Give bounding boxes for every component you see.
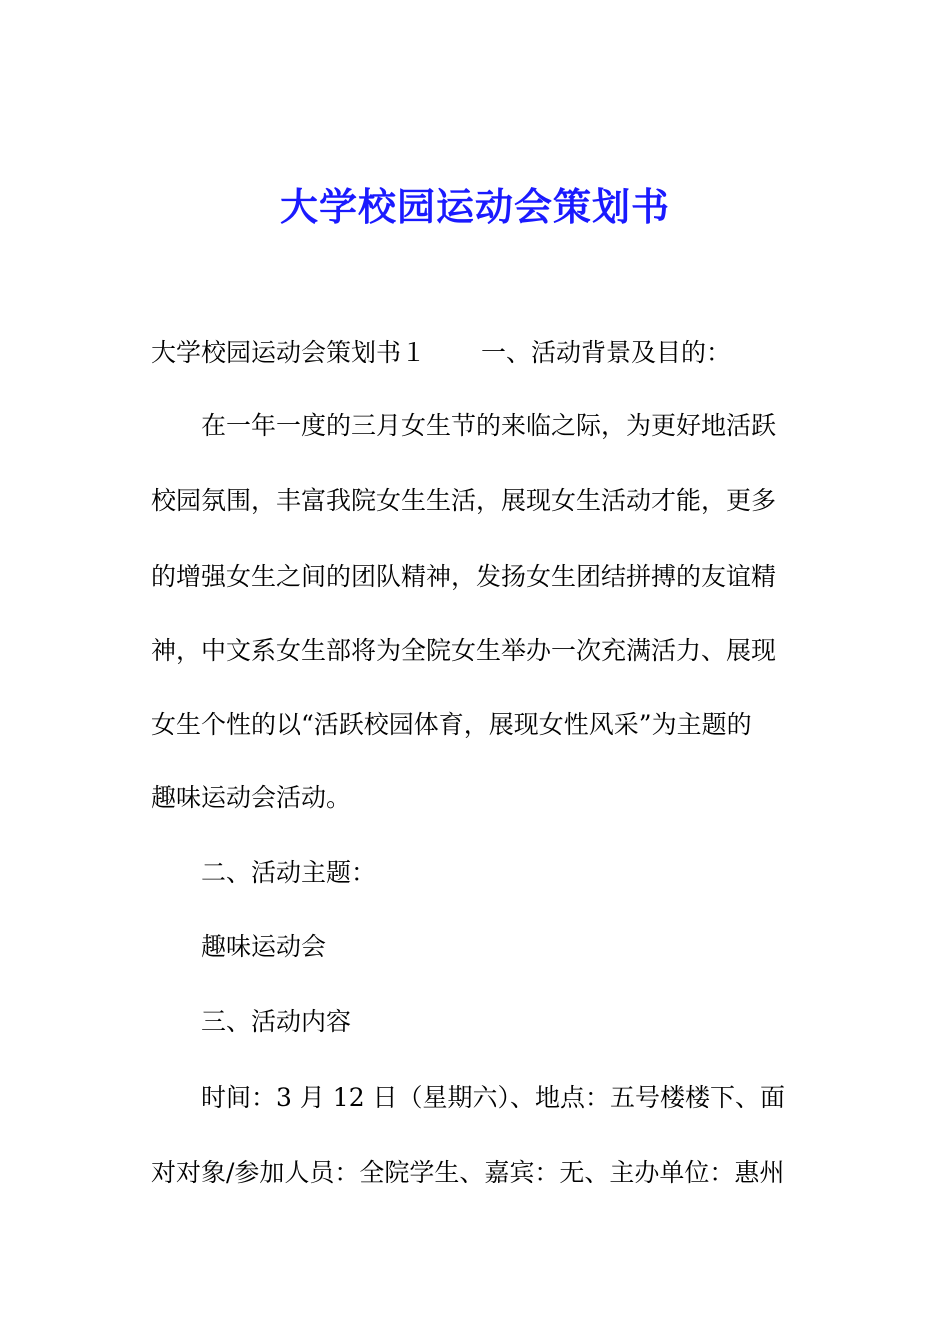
paragraph-line: 神，中文系女生部将为全院女生举办一次充满活力、展现 xyxy=(151,636,777,665)
paragraph-line: 趣味运动会活动。 xyxy=(151,783,352,812)
paragraph-line: 时间：3 月 12 日（星期六）、地点：五号楼楼下、面 xyxy=(201,1083,786,1112)
paragraph-line: 的增强女生之间的团队精神，发扬女生团结拼搏的友谊精 xyxy=(151,562,777,591)
paragraph-line: 女生个性的以“活跃校园体育，展现女性风采”为主题的 xyxy=(151,710,752,739)
section-heading-3: 三、活动内容 xyxy=(201,1007,352,1036)
subtitle-text: 大学校园运动会策划书１ xyxy=(151,338,427,367)
paragraph-line: 对对象/参加人员：全院学生、嘉宾：无、主办单位：惠州 xyxy=(151,1158,785,1187)
paragraph-line: 校园氛围，丰富我院女生生活，展现女生活动才能，更多 xyxy=(151,486,777,515)
section-heading-2: 二、活动主题： xyxy=(201,858,377,887)
paragraph-line: 在一年一度的三月女生节的来临之际，为更好地活跃 xyxy=(201,411,777,440)
document-title: 大学校园运动会策划书 xyxy=(279,184,670,229)
section-heading-1: 一、活动背景及目的： xyxy=(481,338,732,367)
heading-line xyxy=(151,336,731,370)
theme-text: 趣味运动会 xyxy=(201,932,327,961)
